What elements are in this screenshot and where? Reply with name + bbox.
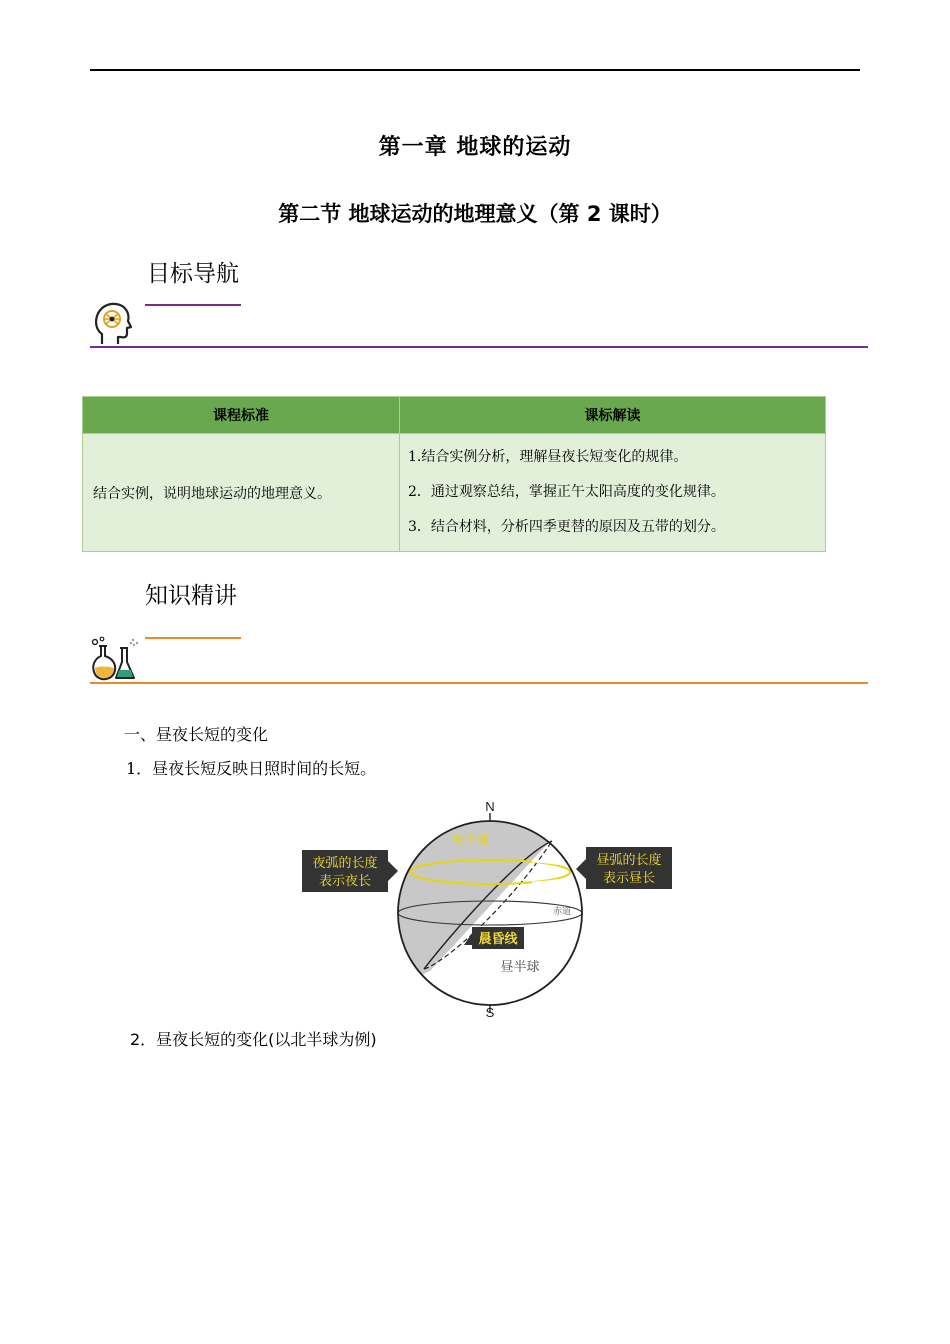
nav-short-underline: [145, 304, 241, 306]
table-header-row: [83, 397, 826, 434]
night-arc-callout-line1: 夜弧的长度: [312, 855, 378, 870]
day-night-globe-diagram: [300, 795, 680, 1020]
interpretation-cell: [400, 434, 826, 552]
night-arc-callout-line2: 表示夜长: [318, 873, 372, 888]
nav-section-title: 目标导航: [147, 261, 239, 287]
point-2: 2．昼夜长短的变化(以北半球为例): [130, 1030, 377, 1049]
standard-cell: 结合实例，说明地球运动的地理意义。: [83, 434, 400, 552]
terminator-label: 晨昏线: [478, 931, 518, 946]
night-hemisphere-label: 夜半球: [450, 833, 490, 848]
table-row: [83, 434, 826, 552]
table-header-standard: 课程标准: [83, 397, 400, 434]
nav-long-underline: [90, 346, 868, 348]
lab-flask-icon: [90, 636, 140, 682]
curriculum-standards-table: [82, 396, 826, 552]
interpretation-item: 1.结合实例分析，理解昼夜长短变化的规律。: [408, 449, 688, 465]
equator-label: 赤道: [552, 906, 572, 916]
chapter-title: 第一章 地球的运动: [378, 135, 572, 160]
day-arc-callout-line1: 昼弧的长度: [596, 852, 662, 867]
topic-heading: 一、昼夜长短的变化: [124, 725, 269, 744]
knowledge-short-underline: [145, 637, 241, 639]
point-1: 1．昼夜长短反映日照时间的长短。: [126, 759, 377, 778]
table-header-interpretation: 课标解读: [400, 397, 826, 434]
knowledge-long-underline: [90, 682, 868, 684]
section-title: 第二节 地球运动的地理意义（第 2 课时）: [278, 202, 672, 226]
brain-head-icon: [93, 300, 133, 346]
interpretation-item: 3．结合材料，分析四季更替的原因及五带的划分。: [408, 519, 725, 535]
header-rule: [90, 69, 860, 71]
north-label: N: [485, 799, 495, 814]
interpretation-item: 2．通过观察总结，掌握正午太阳高度的变化规律。: [408, 484, 725, 500]
day-arc-callout-line2: 表示昼长: [602, 870, 656, 885]
day-hemisphere-label: 昼半球: [500, 959, 540, 974]
south-label: S: [485, 1005, 495, 1020]
knowledge-section-title: 知识精讲: [145, 583, 237, 609]
